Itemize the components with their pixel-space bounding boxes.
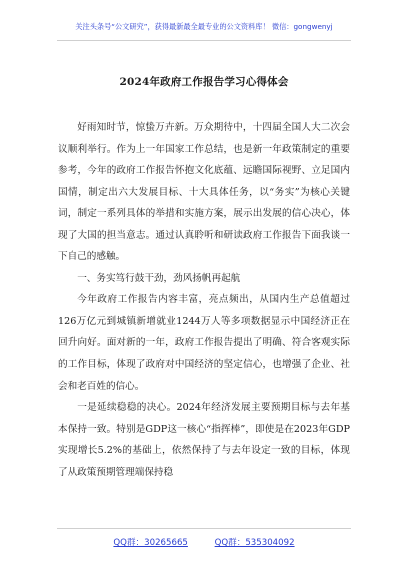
paragraph: 好雨知时节，惊蛰万卉新。万众期待中，十四届全国人大二次会议顺利举行。作为上一年国家工作总结，也是新一年政策制定的重要参考，今年的政府工作报告怀抱文化底蕴、远瞻国际视野、立足国内国情，制定出六大发展目标、十大具体任务，以“务实”为核心关键词，制定一系列具体的举措和实施方案，展示出发展的信心决心，体现了大国的担当意志。通过认真聆听和研读政府工作报告下面我谈一下自己的感触。 [58, 122, 350, 263]
paragraph: 今年政府工作报告内容丰富，亮点频出，从国内生产总值超过126万亿元到城镇新增就业1244万人等多项数据显示中国经济正在回升向好。面对新的一年，政府工作报告提出了明确、符合客观实际的工作目标，体现了政府对中国经济的坚定信心，也增强了企业、社会和老百姓的信心。 [58, 294, 350, 392]
footer [0, 536, 408, 548]
paragraph: 一是延续稳稳的决心。2024年经济发展主要预期目标与去年基本保持一致。特别是GDP这一核心“指挥棒”，即使是在2023年GDP实现增长5.2%的基础上，依然保持了与去年设定一致的目标，体现了从政策预期管理端保持稳 [58, 402, 350, 478]
footer-qq-group-1[interactable]: QQ群：30265665 [113, 538, 188, 548]
header-divider [57, 40, 351, 41]
footer-divider [57, 528, 351, 529]
footer-qq-group-2[interactable]: QQ群：535304092 [214, 538, 295, 548]
document-title: 2024年政府工作报告学习心得体会 [119, 76, 289, 88]
document-body [58, 117, 350, 483]
header-note: 关注头条号“公文研究”，获得最新最全最专业的公文资料库！ 微信：gongwenyj [75, 22, 333, 31]
section-heading: 一、务实笃行鼓干劲，劲风扬帆再起航 [77, 272, 241, 284]
